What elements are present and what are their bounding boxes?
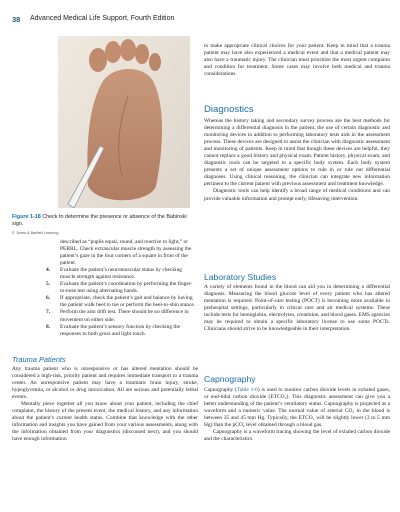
list-item: 7. Perform the arm drift test. There should be no difference in movement on either side.	[46, 309, 189, 323]
page-number: 38	[12, 15, 21, 24]
laboratory-paragraph: A variety of elements found in the blood can aid you in determining a differential diagnosis. Measuring the blood glucose level of every patient who has altered mentation is required. Point-of-care testing (POCT) is becoming more available in prehospital settings, particularly in critical care and air medical systems. These include tests for hemoglobin, electrolytes, creatinine, and blood gases. EMS agencies may be required to obtain a specific laboratory license to use some POCTs. Clinicians should strive to be knowledgeable in their interpretation.	[204, 284, 390, 333]
list-item: 6. If appropriate, check the patient’s gait and balance by having the patient walk heel to toe or perform the heel-to-shin stance.	[46, 295, 196, 309]
trauma-paragraph-2: Mentally piece together all you know about your patient, including the chief complaint, the history of the present event, the medical history, and any information about the patient’s current health status. Combine that knowledge with the other information and insights you have gained from your various assessments, along with the information obtained from your diagnostics (discussed next), and you should have enough information	[12, 401, 198, 443]
capnography-paragraph-2: Capnography is a waveform tracing showing the level of exhaled carbon dioxide and the characteristics	[204, 429, 390, 443]
trauma-heading: Trauma Patients	[12, 355, 66, 364]
capnography-heading: Capnography	[204, 374, 256, 384]
figure-caption	[12, 214, 198, 228]
list-item: 4. Evaluate the patient’s neuromuscular status by checking muscle strength against resistance.	[46, 267, 183, 281]
diagnostics-section	[204, 118, 390, 203]
trauma-paragraph-1: Any trauma patient who is unresponsive or has altered mentation should be considered a high-risk, priority patient and requires immediate transport to a trauma center. An unresponsive patient may have a traumatic brain injury, stroke, hypoglycemia, or alcohol or drug intoxication. All are serious and potentially lethal events.	[12, 366, 198, 401]
capnography-section	[204, 387, 390, 443]
list-item: 5. Evaluate the patient’s coordination by performing the finger-to-nose test using alternating hands.	[46, 281, 193, 295]
figure-label: Figure 1-18	[12, 214, 41, 220]
figure-caption-text: Check to determine the presence or absence of the Babinski sign.	[12, 214, 187, 227]
table-reference-link[interactable]: Table 1-6	[236, 387, 258, 393]
trauma-section	[12, 366, 198, 444]
foot-illustration	[58, 36, 190, 208]
capnography-paragraph-1: Capnography (Table 1-6) is used to monitor carbon dioxide levels in exhaled gases, or end-tidal carbon dioxide (ETCO₂). This diagnostic assessment can give you a better understanding of the patient’s ventilatory status. Capnography is projected as a waveform and a numeric value. The normal value of arterial CO₂ in the blood is between 35 and 45 mm Hg. Typically, the ETCO₂ will be slightly lower (3 to 5 mm Hg) than the pCO₂ level obtained through a blood gas.	[204, 387, 391, 429]
diagnostics-paragraph-1: Whereas the history taking and secondary survey process are the best methods for determining a differential diagnosis in the patient, the use of certain diagnostic and monitoring devices in addition to performing laboratory tests aids in the assessment process. These devices are designed to assist the clinician with diagnostic assessment and monitoring of patients. Keep in mind that though these devices are helpful, they cannot replace a good history and physical exam. Patient history, physical exam, and diagnostic tools can be targeted to a specific body system. Each body system presents a set of unique assessment options to rule in or rule out differential diagnoses. Using clinical reasoning, the clinician can integrate new information pertinent to the current patient with previous assessment and treatment knowledge.	[204, 118, 390, 188]
diagnostics-heading: Diagnostics	[204, 104, 254, 115]
laboratory-studies-heading: Laboratory Studies	[204, 272, 277, 282]
list-item: 8. Evaluate the patient’s sensory function by checking the responses to both gross and light touch.	[46, 323, 181, 337]
book-title: Advanced Medical Life Support, Fourth Edition	[30, 15, 175, 22]
intro-paragraph: to make appropriate clinical choices for your patient. Keep in mind that a trauma patient may have also experienced a medical event and that a medical patient may also have a traumatic injury. The clinician must prioritize the most urgent complaint and condition for treatment. Some cases may involve both medical and trauma considerations.	[204, 43, 390, 78]
running-header	[0, 12, 400, 26]
diagnostics-paragraph-2: Diagnostic tools can help identify a broad range of medical conditions and can provide valuable information and prompt early, lifesaving intervention.	[204, 188, 390, 202]
figure-credit: © Jones & Bartlett Learning	[12, 231, 59, 235]
babinski-photo	[58, 36, 190, 208]
assessment-steps-list	[46, 239, 198, 338]
list-intro: described as “pupils equal, round, and reactive to light,” or PERRL. Check extraocular muscle strength by assessing the patient’s gaze in the four corners of a square in front of the patient.	[60, 239, 192, 267]
